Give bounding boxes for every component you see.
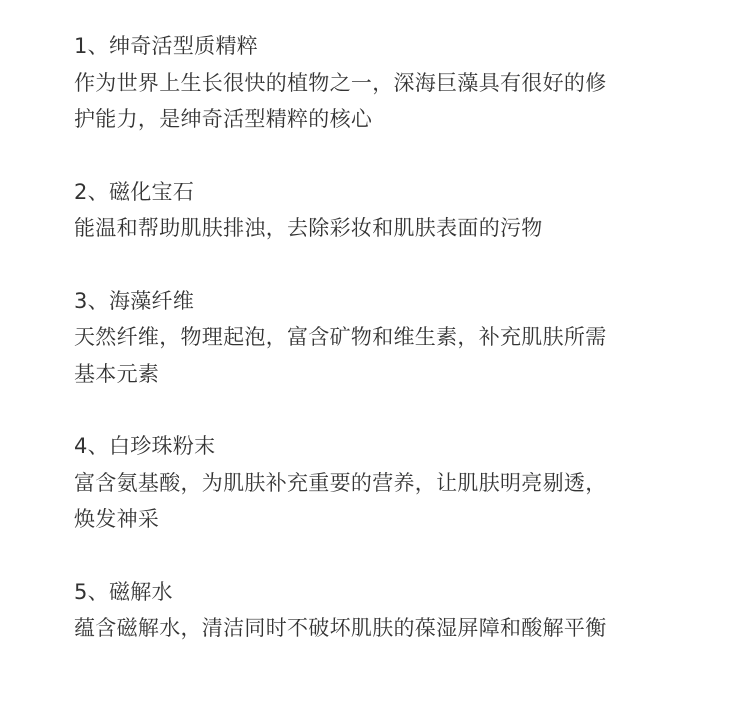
ingredient-title: 4、白珍珠粉末 [74, 434, 216, 458]
ingredient-description: 能温和帮助肌肤排浊，去除彩妆和肌肤表面的污物 [74, 216, 543, 240]
ingredient-title: 1、绅奇活型质精粹 [74, 34, 259, 58]
ingredient-description: 作为世界上生长很快的植物之一，深海巨藻具有很好的修 护能力，是绅奇活型精粹的核心 [74, 70, 607, 131]
ingredient-title: 3、海藻纤维 [74, 288, 195, 313]
ingredient-section-4 [74, 428, 674, 538]
ingredient-description: 富含氨基酸，为肌肤补充重要的营养，让肌肤明亮剔透， 焕发神采 [74, 470, 607, 531]
ingredient-section-5 [74, 574, 674, 647]
ingredient-description: 天然纤维，物理起泡，富含矿物和维生素，补充肌肤所需 基本元素 [74, 325, 607, 386]
ingredient-section-1 [74, 28, 674, 138]
ingredients-document [74, 28, 674, 683]
ingredient-section-3 [74, 283, 674, 393]
ingredient-description: 蕴含磁解水，清洁同时不破坏肌肤的葆湿屏障和酸解平衡 [74, 616, 607, 640]
ingredient-section-2 [74, 174, 674, 247]
ingredient-title: 2、磁化宝石 [74, 179, 195, 204]
ingredient-title: 5、磁解水 [74, 579, 173, 604]
